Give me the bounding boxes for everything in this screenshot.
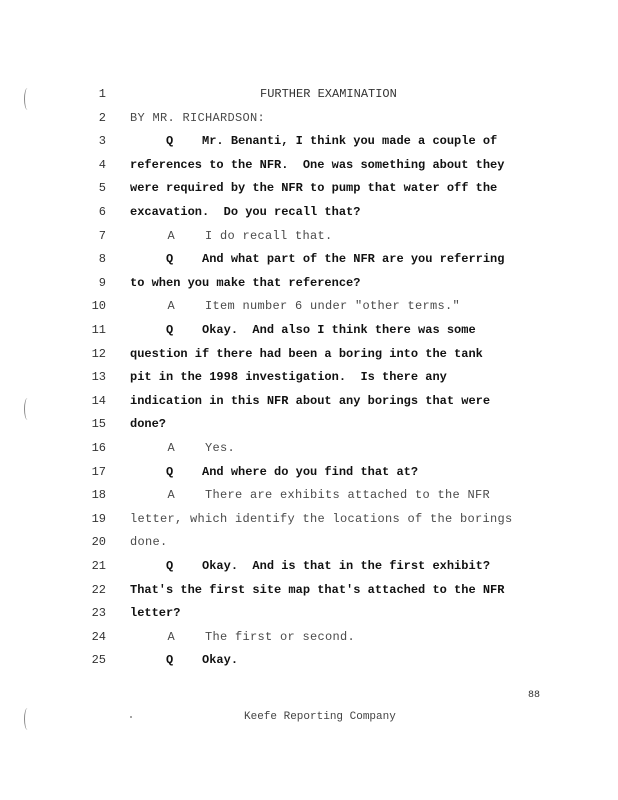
transcript-line	[0, 110, 618, 134]
line-text: excavation. Do you recall that?	[130, 205, 361, 219]
line-text: question if there had been a boring into the tank	[130, 346, 483, 361]
transcript-line	[0, 464, 618, 488]
line-text: A Yes.	[130, 441, 236, 455]
line-text: letter, which identify the locations of the borings	[130, 511, 513, 526]
line-text: to when you make that reference?	[130, 275, 361, 290]
line-text: letter?	[130, 606, 181, 621]
line-number: 18	[91, 488, 106, 503]
transcript-line	[0, 86, 618, 110]
transcript-line	[0, 487, 618, 511]
transcript-line	[0, 582, 618, 606]
line-number: 7	[98, 228, 106, 243]
hole-punch-mark	[24, 398, 31, 420]
line-number: 9	[98, 275, 106, 290]
transcript-line	[0, 157, 618, 181]
line-text: BY MR. RICHARDSON:	[130, 110, 266, 125]
line-number: 22	[91, 582, 106, 597]
line-text: Q Okay. And also I think there was some	[130, 323, 476, 337]
line-number: 10	[91, 299, 106, 314]
line-number: 16	[91, 441, 106, 455]
transcript-line	[0, 534, 618, 558]
transcript-line	[0, 369, 618, 393]
line-number: 20	[91, 535, 106, 550]
line-text: Q Okay.	[130, 653, 239, 668]
transcript-line	[0, 416, 618, 440]
line-number: 14	[91, 393, 106, 408]
transcript-line	[0, 393, 618, 417]
line-number: 4	[98, 157, 106, 172]
line-text: done.	[130, 535, 168, 550]
line-number: 25	[91, 653, 106, 668]
line-number: 3	[98, 134, 106, 149]
transcript-line	[0, 133, 618, 157]
line-text: That's the first site map that's attached to the NFR	[130, 582, 505, 597]
line-text: references to the NFR. One was something about they	[130, 157, 505, 172]
transcript-line	[0, 251, 618, 275]
scan-speck	[130, 716, 132, 718]
page-number: 88	[528, 690, 541, 701]
transcript-line	[0, 298, 618, 322]
line-text: FURTHER EXAMINATION	[260, 87, 397, 101]
transcript-line	[0, 511, 618, 535]
transcript-line	[0, 558, 618, 582]
line-text: indication in this NFR about any borings that were	[130, 393, 491, 408]
line-number: 12	[91, 346, 106, 361]
hole-punch-mark	[24, 88, 31, 110]
transcript-line	[0, 629, 618, 653]
transcript-line	[0, 440, 618, 464]
line-text: Q Mr. Benanti, I think you made a couple of	[130, 134, 498, 149]
line-text: Q Okay. And is that in the first exhibit?	[130, 559, 491, 573]
transcript-line	[0, 228, 618, 252]
line-number: 1	[98, 87, 106, 101]
line-number: 5	[98, 181, 106, 196]
line-text: done?	[130, 417, 167, 432]
line-number: 21	[91, 559, 106, 573]
line-number: 15	[91, 417, 106, 432]
line-number: 19	[91, 511, 106, 526]
line-text: A Item number 6 under "other terms."	[130, 299, 461, 314]
line-number: 2	[98, 110, 106, 125]
line-text: Q And what part of the NFR are you referring	[130, 252, 505, 267]
line-text: A I do recall that.	[130, 228, 333, 243]
transcript-line	[0, 322, 618, 346]
line-text: were required by the NFR to pump that water off the	[130, 181, 498, 196]
transcript-line	[0, 652, 618, 676]
reporter-footer: Keefe Reporting Company	[244, 711, 396, 723]
line-text: A The first or second.	[130, 629, 356, 644]
transcript-line	[0, 204, 618, 228]
line-text: Q And where do you find that at?	[130, 464, 419, 479]
line-number: 8	[98, 252, 106, 267]
transcript-line	[0, 275, 618, 299]
line-number: 11	[91, 323, 106, 337]
hole-punch-mark	[24, 708, 31, 730]
line-number: 13	[91, 370, 106, 385]
line-number: 24	[91, 629, 106, 644]
transcript-line	[0, 605, 618, 629]
transcript-line	[0, 346, 618, 370]
line-number: 6	[98, 205, 106, 219]
line-text: A There are exhibits attached to the NFR	[130, 488, 491, 503]
line-text: pit in the 1998 investigation. Is there any	[130, 370, 447, 385]
line-number: 23	[91, 606, 106, 621]
line-number: 17	[91, 464, 106, 479]
transcript-line	[0, 180, 618, 204]
